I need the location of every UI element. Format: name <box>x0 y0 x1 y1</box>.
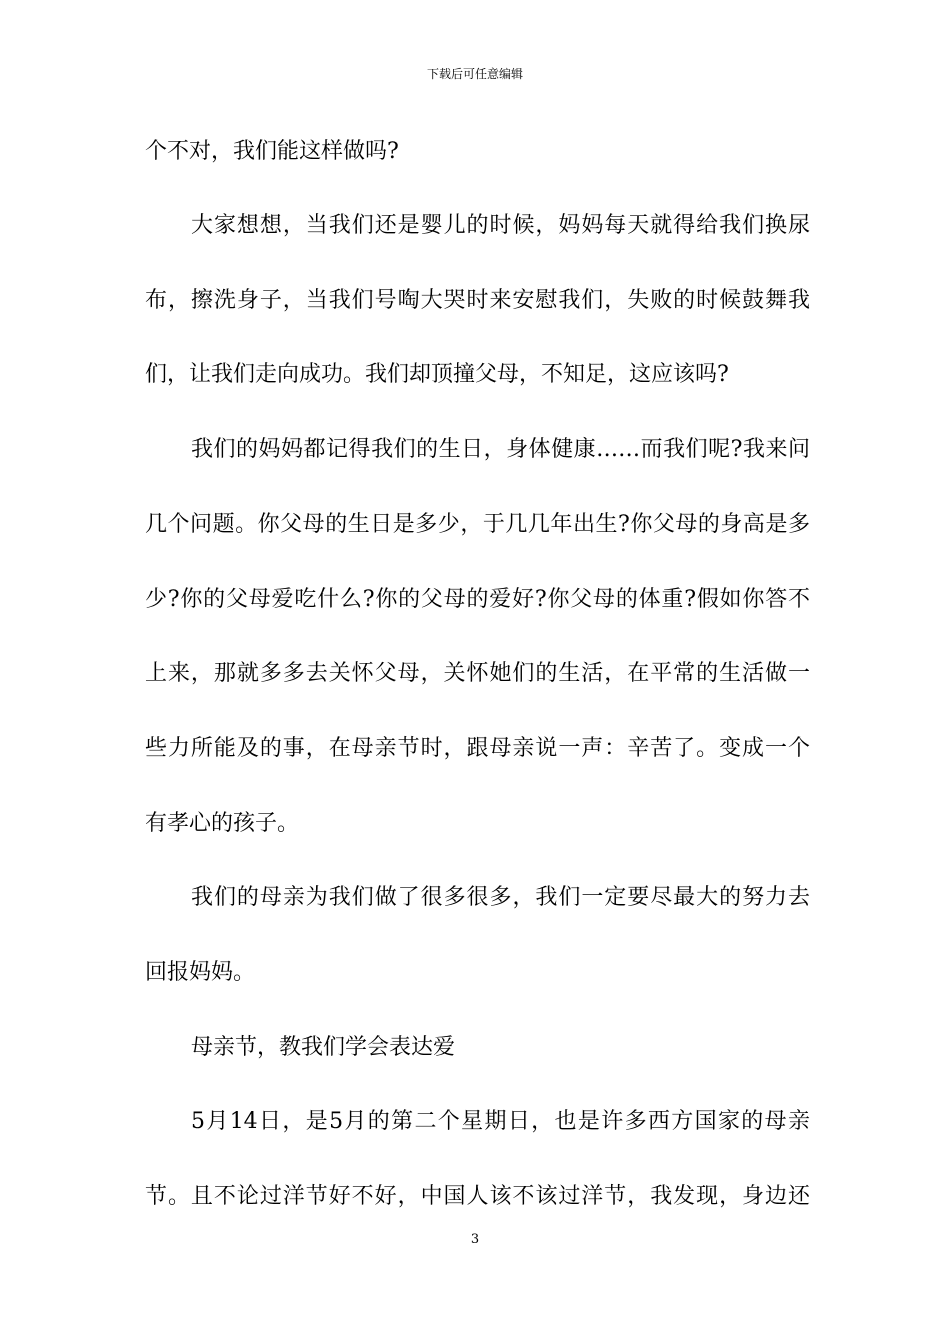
section-heading: 母亲节，教我们学会表达爱 <box>191 1035 456 1060</box>
text-line: 回报妈妈。 <box>145 960 256 985</box>
text-line: 些力所能及的事，在母亲节时，跟母亲说一声：辛苦了。变成一个 <box>145 736 810 761</box>
text-line: 5月14日，是5月的第二个星期日，也是许多西方国家的母亲 <box>191 1109 810 1134</box>
text-line: 我们的妈妈都记得我们的生日，身体健康……而我们呢?我来问 <box>191 437 810 462</box>
text-line: 少?你的父母爱吃什么?你的父母的爱好?你父母的体重?假如你答不 <box>145 587 810 612</box>
text-line: 有孝心的孩子。 <box>145 811 300 836</box>
page-header: 下载后可任意编辑 <box>426 67 523 81</box>
text-line: 我们的母亲为我们做了很多很多，我们一定要尽最大的努力去 <box>191 885 810 910</box>
text-line: 节。且不论过洋节好不好，中国人该不该过洋节，我发现，身边还 <box>145 1184 810 1209</box>
page-number: 3 <box>470 1232 480 1247</box>
text-line: 布，擦洗身子，当我们号啕大哭时来安慰我们，失败的时候鼓舞我 <box>145 288 810 313</box>
text-line: 大家想想，当我们还是婴儿的时候，妈妈每天就得给我们换尿 <box>191 213 810 238</box>
text-line: 上来，那就多多去关怀父母，关怀她们的生活，在平常的生活做一 <box>145 661 810 686</box>
text-line: 几个问题。你父母的生日是多少，于几几年出生?你父母的身高是多 <box>145 512 810 537</box>
text-line: 个不对，我们能这样做吗? <box>145 139 399 164</box>
text-line: 们，让我们走向成功。我们却顶撞父母，不知足，这应该吗? <box>145 362 729 387</box>
